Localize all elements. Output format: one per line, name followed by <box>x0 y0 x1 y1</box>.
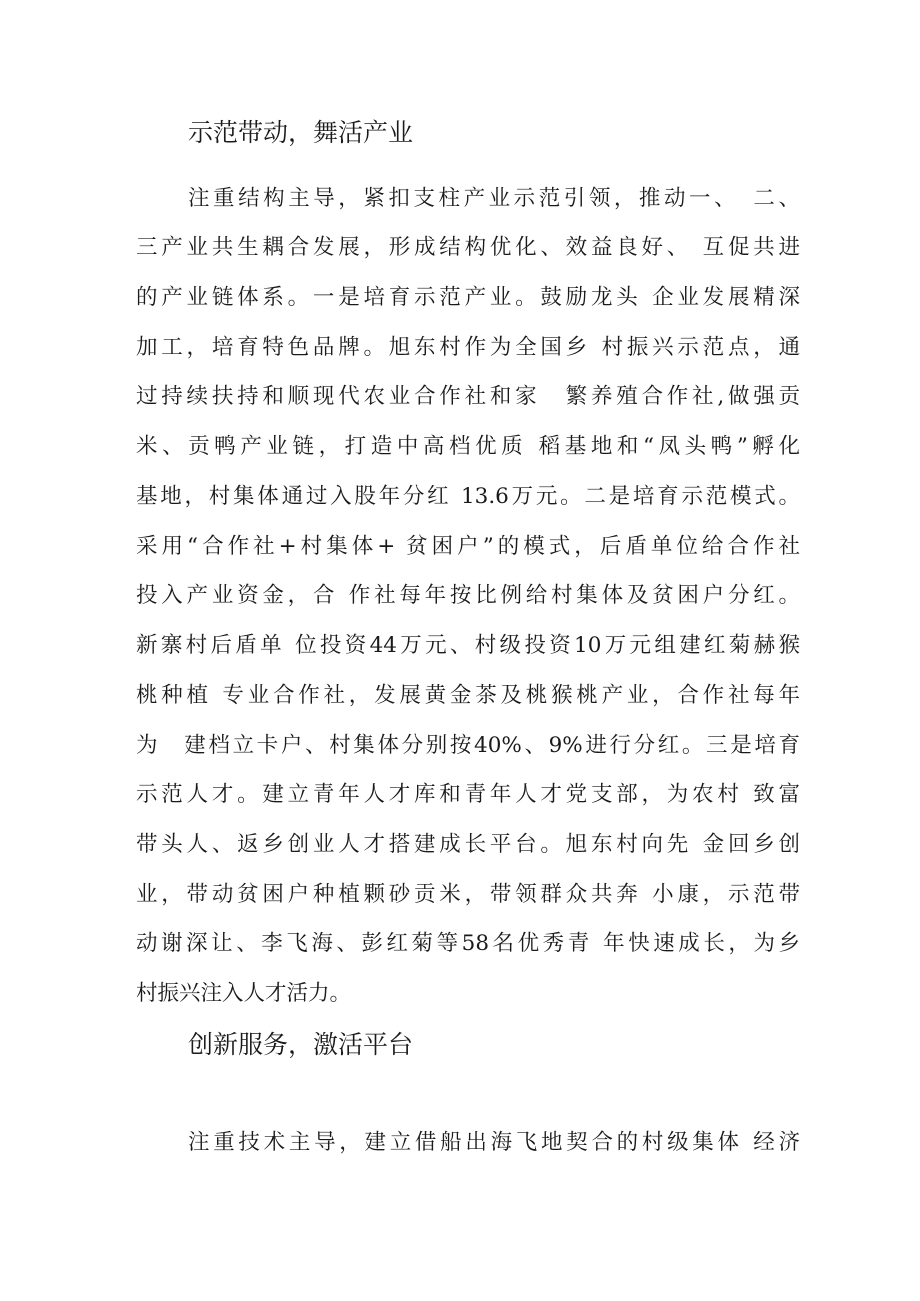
paragraph-line: 采用“合作社+村集体+ 贫困户”的模式，后盾单位给合作社 <box>136 534 800 559</box>
section-heading-industry: 示范带动，舞活产业 <box>188 118 414 147</box>
paragraph-line: 桃种植 专业合作社，发展黄金茶及桃猴桃产业，合作社每年 <box>136 683 800 708</box>
paragraph-line: 业，带动贫困户种植颗砂贡米，带领群众共奔 小康，示范带 <box>136 882 800 907</box>
paragraph-line: 投入产业资金，合 作社每年按比例给村集体及贫困户分红。 <box>136 583 800 608</box>
paragraph-line: 的产业链体系。一是培育示范产业。鼓励龙头 企业发展精深 <box>136 285 800 310</box>
paragraph-line: 注重技术主导，建立借船出海飞地契合的村级集体 经济 <box>188 1130 800 1155</box>
paragraph-line: 基地，村集体通过入股年分红 13.6万元。二是培育示范模式。 <box>136 484 800 509</box>
paragraph-line: 三产业共生耦合发展，形成结构优化、效益良好、 互促共进 <box>136 235 800 260</box>
paragraph-line: 米、贡鸭产业链，打造中高档优质 稻基地和“凤头鸭”孵化 <box>136 434 800 459</box>
paragraph-line: 新寨村后盾单 位投资44万元、村级投资10万元组建红菊赫猴 <box>136 633 800 658</box>
paragraph-line: 示范人才。建立青年人才库和青年人才党支部，为农村 致富 <box>136 782 800 807</box>
paragraph-line: 动谢深让、李飞海、彭红菊等58名优秀青 年快速成长，为乡 <box>136 931 800 956</box>
paragraph-line: 为 建档立卡户、村集体分别按40%、9%进行分红。三是培育 <box>136 733 800 758</box>
paragraph-line: 过持续扶持和顺现代农业合作社和家 繁养殖合作社,做强贡 <box>136 384 800 409</box>
section-heading-service: 创新服务，激活平台 <box>188 1030 414 1059</box>
paragraph-line: 加工，培育特色品牌。旭东村作为全国乡 村振兴示范点，通 <box>136 335 800 360</box>
paragraph-line: 带头人、返乡创业人才搭建成长平台。旭东村向先 金回乡创 <box>136 832 800 857</box>
paragraph-line: 注重结构主导，紧扣支柱产业示范引领，推动一、 二、 <box>188 186 800 211</box>
paragraph-line: 村振兴注入人才活力。 <box>136 981 352 1006</box>
